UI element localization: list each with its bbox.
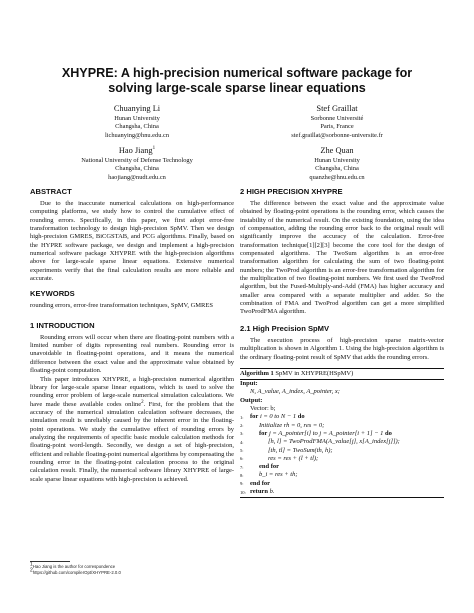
algorithm-statement: b.: [267, 488, 275, 495]
right-column: [240, 187, 444, 498]
algorithm-line-number: 6:: [240, 456, 244, 462]
algorithm-line: [240, 422, 444, 430]
section2-heading: 2 HIGH PRECISION XHYPRE: [240, 187, 343, 196]
author-affiliation: National University of Defense Technology: [81, 157, 193, 164]
author-email: stef.graillat@sorbonne-universite.fr: [291, 131, 383, 139]
algorithm-statement: b_i = res + th;: [259, 471, 298, 479]
section21-heading: 2.1 High Precision SpMV: [240, 323, 330, 333]
intro-paragraph-2: This paper introduces XHYPRE, a high-precision numerical algorithm library for large-scale sparse linear equations, which is used to solve the rounding error problem of large-scale numerical simulation calculations. We have made these available codes online$^2$. First, for the problem that the accuracy of the numerical simulation calculation software decreases, the simulation result is unreliably caused by the inherent error in the floating-point operations. We study the cumulative effect of rounding errors by analyzing the requirements of specific basic module calculation methods for floating-point word-length. Secondly, we design a set of high-precision, efficient and reliable floating-point numerical algorithms by compensating the rounding error in the floating-point calculation process to the original calculation result. Finally, the numerical software library XHYPRE of large-scale sparse linear equations with high-precision is achieved.: [30, 375, 234, 483]
footnote-1: $^1$Hao Jiang is the author for correspondence: [30, 561, 116, 569]
algorithm-caption: Algorithm 1 SpMV in XHYPRE(HSpMV): [240, 369, 354, 377]
algorithm-line: [240, 480, 444, 488]
algorithm-statement: [h, l] = TwoProdFMA(A_value[j], x[A_index[j]]);: [268, 438, 400, 446]
author-2: [242, 103, 432, 140]
author-affiliation: Hunan University: [114, 115, 160, 122]
title-line-2: solving large-scale sparse linear equations: [108, 81, 366, 95]
author-location: Changsha, China: [315, 165, 359, 173]
algorithm-keyword: return: [250, 488, 268, 495]
paper-title: [30, 66, 444, 96]
algorithm-line: [240, 413, 444, 421]
footnote-2: $^2$https://github.com/compilerOpt/XHYPRE-2.0.0: [30, 567, 121, 575]
algorithm-line-number: 1:: [240, 414, 244, 420]
section21-paragraph: The execution process of high-precision sparse matrix-vector multiplication is shown in Algorithm 1. Using the high-precision algorithm is the ordinary floating-point result of SpMV that adds the rounding errors.: [240, 336, 444, 361]
algorithm-line-number: 9:: [240, 481, 244, 487]
algorithm-line: [240, 488, 444, 496]
abstract-heading: ABSTRACT: [30, 187, 72, 196]
algorithm-line: [240, 463, 444, 471]
algorithm-line: [240, 438, 444, 446]
intro-paragraph-1: Rounding errors will occur when there are floating-point numbers with a limited number of digits representing real numbers. Rounding error is unavoidable in floating-point operations, and it means the numerical difference between the exact value and the approximate value obtained by floating-point computation.: [30, 333, 234, 375]
author-name: Chuanying Li: [113, 104, 161, 113]
algorithm-input-value: N, A_value, A_index, A_pointer, x;: [250, 388, 340, 396]
algorithm-line: [240, 447, 444, 455]
left-column: [30, 187, 234, 484]
algorithm-statement: j = A_pointer[i] to j = A_pointer[i + 1] − 1: [267, 429, 386, 437]
author-name: Hao Jiang$^1$: [118, 146, 156, 155]
author-affiliation: Sorbonne Université: [310, 115, 364, 122]
algorithm-statement: [th, tl] = TwoSum(th, h);: [268, 446, 333, 454]
footnote-mark: 2: [141, 399, 144, 405]
algorithm-keyword: do: [297, 413, 305, 421]
algorithm-keyword: do: [385, 429, 392, 437]
algorithm-line-number: 8:: [240, 472, 244, 478]
keywords-text: rounding errors, error-free transformation techniques, SpMV, GMRES: [30, 302, 213, 310]
algorithm-statement: Initialize rh = 0, res = 0;: [259, 421, 325, 429]
author-affiliation: Hunan University: [314, 157, 360, 164]
author-email: haojiang@nudt.edu.cn: [108, 173, 166, 181]
algorithm-line: [240, 471, 444, 479]
section2-paragraph: The difference between the exact value and the approximate value obtained by floating-point operations is the rounding error, which causes the instability of the numerical result. On the existing foundation, using the idea of compensation, adding the rounding error back to the original result will significantly improve the accuracy of the calculation. Error-free transformation technique[1][2][3] become the core tool for the design of compensated algorithms. The TwoSum algorithm is an error-free transformation algorithm for calculating the sum of two floating-point numbers; the TwoProd algorithm is an error-free transformation algorithm for the multiplication of two floating-point numbers. We first used the TwoProd algorithm, but the Fused-Multiply-and-Add (FMA) has higher accuracy and smaller area compared with a separate multiplier and adder. So the combination of FMA and TwoProd algorithm can get a more simplified TwoProdFMA algorithm.: [240, 200, 444, 316]
algorithm-keyword: end for: [259, 463, 280, 471]
algorithm-keyword: for: [259, 429, 268, 437]
author-email: quanzhe@hnu.edu.cn: [309, 173, 365, 181]
author-3: [42, 145, 232, 182]
algorithm-output-label: Output:: [240, 396, 263, 404]
title-line-1: XHYPRE: A high-precision numerical software package for: [61, 66, 413, 80]
author-1: [42, 103, 232, 140]
author-block: [30, 103, 444, 185]
author-location: Changsha, China: [115, 123, 159, 131]
algorithm-keyword: for: [250, 413, 259, 421]
keywords-heading: KEYWORDS: [30, 289, 75, 299]
algorithm-lines: [240, 413, 444, 496]
author-location: Changsha, China: [115, 165, 159, 173]
author-footnote-mark: 1: [152, 146, 156, 152]
author-name: Stef Graillat: [316, 104, 358, 113]
algorithm-line-number: 5:: [240, 448, 244, 454]
algorithm-statement: i = 0 to N − 1: [258, 413, 298, 421]
algorithm-line-number: 4:: [240, 439, 244, 445]
author-name: Zhe Quan: [320, 146, 354, 155]
algorithm-line-number: 3:: [240, 431, 244, 437]
author-4: [242, 145, 432, 182]
author-location: Paris, France: [320, 123, 354, 131]
algorithm-line-number: 10:: [240, 489, 246, 495]
algorithm-box: [240, 368, 444, 498]
intro-heading: 1 INTRODUCTION: [30, 320, 95, 330]
algorithm-statement: res = res + (l + tl);: [268, 454, 319, 462]
algorithm-output-value: Vector: b;: [250, 405, 276, 413]
footnotes: [30, 561, 234, 576]
abstract-text: Due to the inaccurate numerical calculations on high-performance computing platforms, we study how to control the cumulative effect of rounding errors. Specifically, in this paper, we first adopt error-free transformation technology to design high-precision SpMV. Then we design high-precision GMRES, BiCGSTAB, and PCG algorithms. Finally, based on the HYPRE software package, we design and implement a high-precision numerical software package XHYPRE with the high-precision algorithms above for large-scale sparse linear equations. Extensive numerical experiments verify that the final calculation results are more reliable and accurate.: [30, 200, 234, 283]
author-email: lichuanying@hnu.edu.cn: [104, 131, 170, 139]
algorithm-keyword: end for: [250, 479, 271, 487]
algorithm-line-number: 7:: [240, 464, 244, 470]
algorithm-line: [240, 430, 444, 438]
algorithm-line-number: 2:: [240, 423, 244, 429]
algorithm-line: [240, 455, 444, 463]
algorithm-input-label: Input:: [240, 380, 258, 388]
